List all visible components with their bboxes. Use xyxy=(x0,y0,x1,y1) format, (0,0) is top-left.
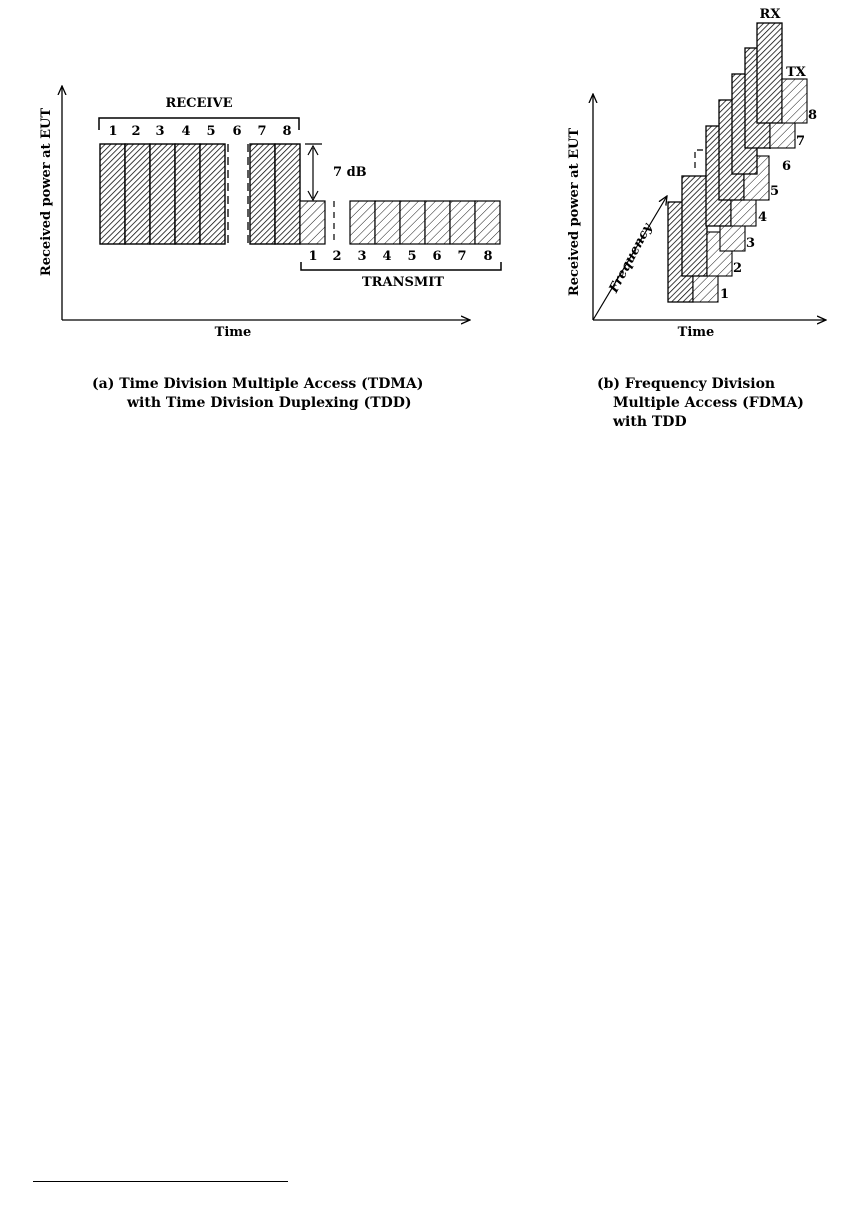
transmit-slot-number: 8 xyxy=(483,249,493,264)
transmit-slot-number: 4 xyxy=(382,249,392,264)
tx-slot-number: 5 xyxy=(770,184,780,199)
receive-label: RECEIVE xyxy=(165,96,233,111)
transmit-slot-number: 1 xyxy=(308,249,318,264)
transmit-slot-numbers xyxy=(308,249,492,264)
receive-slot-block xyxy=(250,144,275,244)
tx-slot-number: 4 xyxy=(758,210,768,225)
transmit-slot-number: 3 xyxy=(357,249,367,264)
tx-slot-number: 8 xyxy=(808,108,818,123)
receive-slot-block xyxy=(275,144,300,244)
tx-slot-number: 2 xyxy=(733,261,743,276)
tx-label: TX xyxy=(786,65,806,80)
fig-a-y-axis-label: Received power at EUT xyxy=(39,107,54,277)
tx-slot-number: 6 xyxy=(782,159,792,174)
receive-slot-number: 1 xyxy=(108,124,118,139)
fig-b-y-axis-label: Received power at EUT xyxy=(567,127,582,297)
transmit-slot-block xyxy=(375,201,400,244)
transmit-slot-block xyxy=(300,201,325,244)
transmit-label: TRANSMIT xyxy=(362,275,444,290)
transmit-slot-number: 2 xyxy=(332,249,342,264)
rx-block xyxy=(682,176,707,276)
footnote-rule xyxy=(33,1181,288,1182)
transmit-slot-block xyxy=(475,201,500,244)
fig-a-x-axis-label: Time xyxy=(214,325,252,340)
fig-b-x-axis-label: Time xyxy=(677,325,715,340)
figure-a xyxy=(39,86,501,411)
figure-diagram xyxy=(0,0,841,440)
receive-slot-numbers xyxy=(108,124,291,139)
receive-slots xyxy=(100,144,300,244)
receive-slot-number: 6 xyxy=(232,124,242,139)
fig-b-caption-line1: (b) Frequency Division xyxy=(597,376,776,392)
transmit-slot-number: 6 xyxy=(432,249,442,264)
transmit-slot-block xyxy=(425,201,450,244)
receive-slot-block xyxy=(100,144,125,244)
receive-slot-number: 5 xyxy=(206,124,216,139)
receive-slot-block xyxy=(175,144,200,244)
fig-a-caption-line1: (a) Time Division Multiple Access (TDMA) xyxy=(92,376,424,392)
figure-b xyxy=(567,7,826,430)
fig-b-caption-line3: with TDD xyxy=(613,414,687,430)
transmit-slot-block xyxy=(450,201,475,244)
transmit-slot-number: 5 xyxy=(407,249,417,264)
fig-a-caption-line2: with Time Division Duplexing (TDD) xyxy=(127,395,412,411)
tx-block xyxy=(782,79,807,123)
transmit-slot-block xyxy=(350,201,375,244)
tx-slot-number: 1 xyxy=(720,287,730,302)
transmit-bracket xyxy=(301,262,501,270)
receive-slot-number: 4 xyxy=(181,124,191,139)
receive-slot-number: 7 xyxy=(257,124,267,139)
receive-slot-number: 2 xyxy=(131,124,141,139)
receive-slot-block xyxy=(125,144,150,244)
transmit-slot-block xyxy=(400,201,425,244)
transmit-slot-number: 7 xyxy=(457,249,467,264)
level-difference-label: 7 dB xyxy=(333,165,367,180)
tx-slot-number: 3 xyxy=(746,236,756,251)
rx-label: RX xyxy=(759,7,781,22)
transmit-slots xyxy=(300,201,500,244)
tx-slot-number: 7 xyxy=(796,134,806,149)
receive-slot-block xyxy=(200,144,225,244)
fig-b-frequency-label: Frequency xyxy=(606,221,656,296)
receive-slot-block xyxy=(150,144,175,244)
receive-bracket xyxy=(99,118,299,130)
rx-block xyxy=(757,23,782,123)
fig-b-caption-line2: Multiple Access (FDMA) xyxy=(613,395,804,411)
receive-slot-number: 8 xyxy=(282,124,292,139)
receive-slot-number: 3 xyxy=(155,124,165,139)
